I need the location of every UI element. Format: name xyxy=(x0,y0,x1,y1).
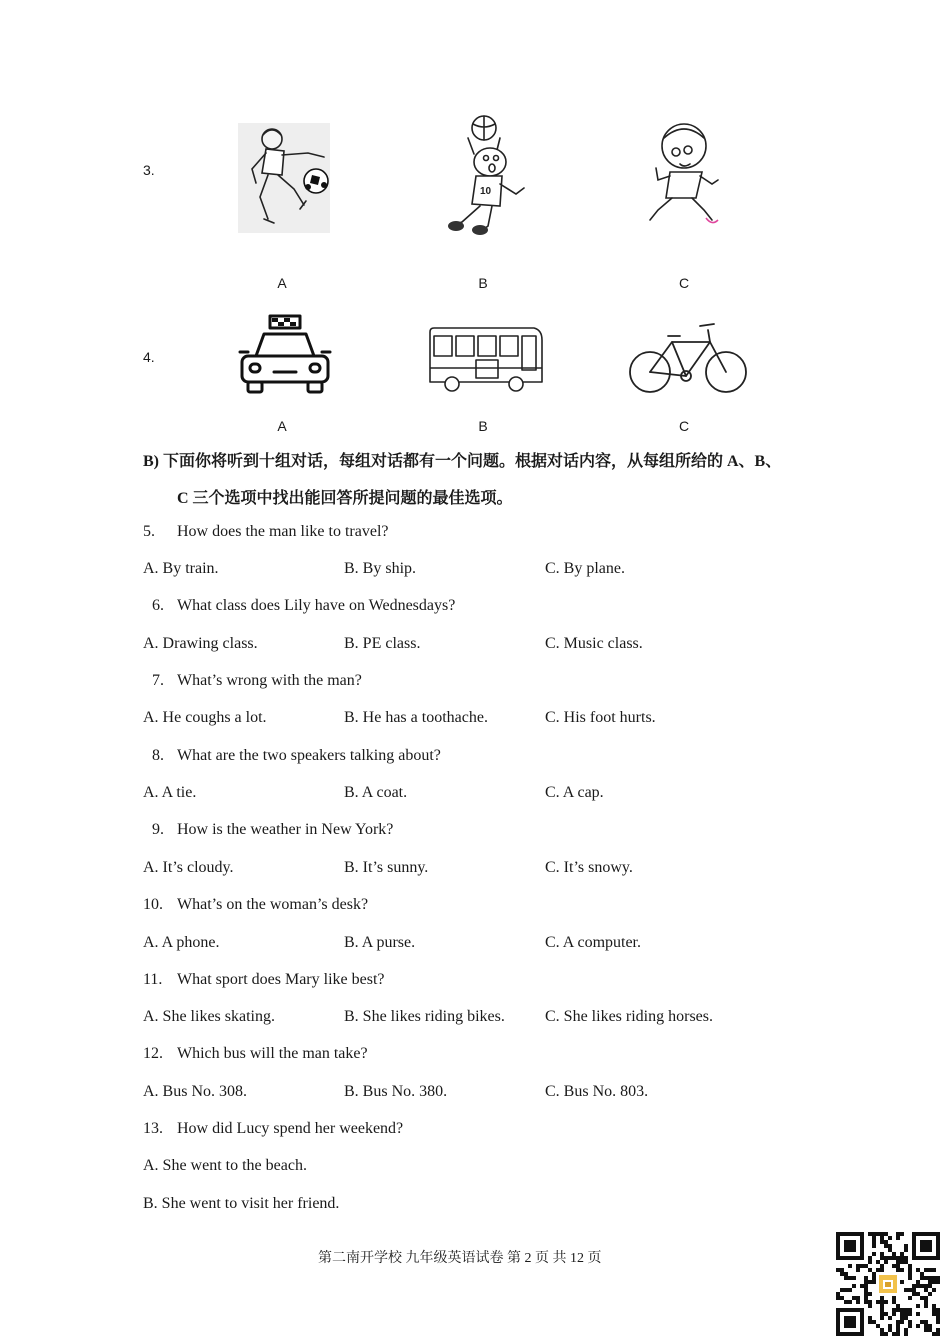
section-b-instruction-line1: B) 下面你将听到十组对话，每组对话都有一个问题。根据对话内容，从每组所给的 A、B、 xyxy=(143,453,782,470)
bus-icon xyxy=(426,324,544,394)
option-label: B xyxy=(478,418,488,434)
answer-option: B. A purse. xyxy=(344,934,416,951)
question-text: How did Lucy spend her weekend? xyxy=(177,1120,404,1137)
question-number: 12. xyxy=(143,1045,163,1062)
question-text: What’s on the woman’s desk? xyxy=(177,896,369,913)
answer-option: A. A phone. xyxy=(143,934,220,951)
question-text: How does the man like to travel? xyxy=(177,523,389,540)
qr-code-icon xyxy=(836,1232,940,1336)
question-number: 8. xyxy=(152,747,164,764)
answer-option: A. She likes skating. xyxy=(143,1008,275,1025)
answer-option: B. She likes riding bikes. xyxy=(344,1008,505,1025)
svg-text:10: 10 xyxy=(480,186,492,197)
answer-option: C. It’s snowy. xyxy=(545,859,633,876)
answer-option: A. Drawing class. xyxy=(143,635,258,652)
answer-option: B. Bus No. 380. xyxy=(344,1083,448,1100)
section-b-instruction-line2: C 三个选项中找出能回答所提问题的最佳选项。 xyxy=(177,490,513,507)
answer-option: C. A computer. xyxy=(545,934,641,951)
answer-option: A. A tie. xyxy=(143,784,197,801)
question-number: 13. xyxy=(143,1120,163,1137)
question-number: 3. xyxy=(143,162,155,178)
boy-playing-basketball-icon xyxy=(440,114,530,236)
page-footer: 第二南开学校 九年级英语试卷 第 2 页 共 12 页 xyxy=(318,1251,602,1266)
question-text: What are the two speakers talking about? xyxy=(177,747,441,764)
question-text: What sport does Mary like best? xyxy=(177,971,385,988)
answer-option: A. She went to the beach. xyxy=(143,1157,307,1174)
boy-running-icon xyxy=(644,120,724,228)
answer-option: C. His foot hurts. xyxy=(545,709,656,726)
bicycle-icon xyxy=(628,316,750,398)
option-label: C xyxy=(678,275,690,291)
option-label: B xyxy=(478,275,488,291)
option-label: A xyxy=(277,275,287,291)
answer-option: B. By ship. xyxy=(344,560,417,577)
question-number: 11. xyxy=(143,971,163,988)
option-label: C xyxy=(678,418,690,434)
answer-option: B. It’s sunny. xyxy=(344,859,429,876)
answer-option: A. He coughs a lot. xyxy=(143,709,267,726)
answer-option: B. PE class. xyxy=(344,635,421,652)
answer-option: A. By train. xyxy=(143,560,219,577)
option-label: A xyxy=(277,418,287,434)
answer-option: A. It’s cloudy. xyxy=(143,859,234,876)
question-text: Which bus will the man take? xyxy=(177,1045,368,1062)
question-number: 7. xyxy=(152,672,164,689)
question-number: 5. xyxy=(143,523,155,540)
answer-option: B. A coat. xyxy=(344,784,408,801)
question-number: 9. xyxy=(152,821,164,838)
answer-option: A. Bus No. 308. xyxy=(143,1083,248,1100)
question-text: How is the weather in New York? xyxy=(177,821,394,838)
taxi-icon xyxy=(234,312,336,396)
answer-option: B. He has a toothache. xyxy=(344,709,488,726)
answer-option: C. By plane. xyxy=(545,560,625,577)
answer-option: C. Music class. xyxy=(545,635,643,652)
question-number: 10. xyxy=(143,896,163,913)
answer-option: B. She went to visit her friend. xyxy=(143,1195,340,1212)
question-number: 4. xyxy=(143,349,155,365)
question-number: 6. xyxy=(152,597,164,614)
question-text: What class does Lily have on Wednesdays? xyxy=(177,597,456,614)
question-text: What’s wrong with the man? xyxy=(177,672,362,689)
boy-kicking-soccer-ball-icon xyxy=(238,123,330,233)
answer-option: C. A cap. xyxy=(545,784,604,801)
answer-option: C. Bus No. 803. xyxy=(545,1083,649,1100)
answer-option: C. She likes riding horses. xyxy=(545,1008,713,1025)
